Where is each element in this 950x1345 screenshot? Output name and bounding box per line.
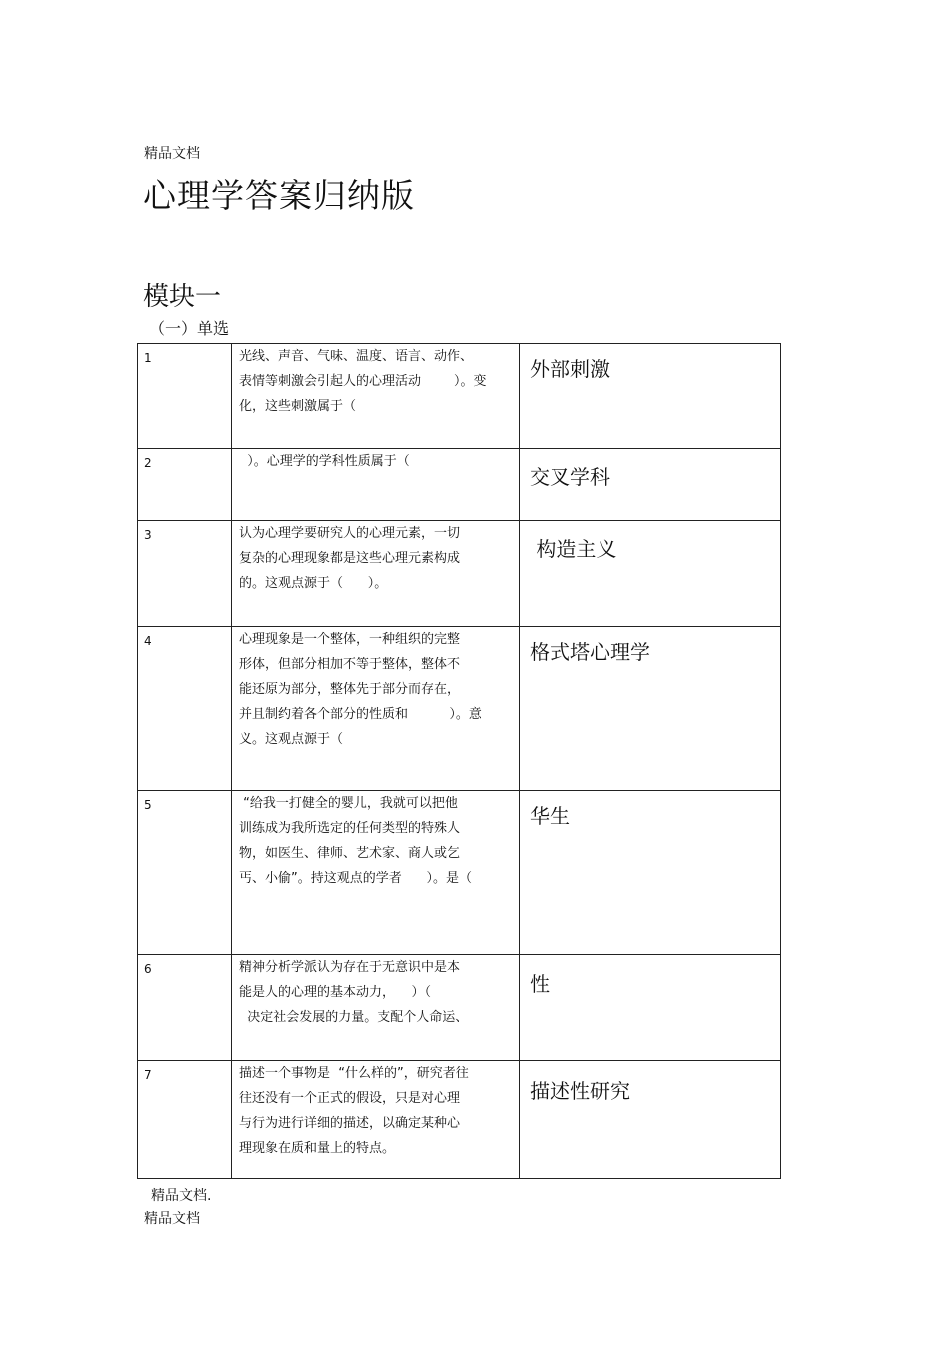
question-text: 心理现象是一个整体，一种组织的完整 形体，但部分相加不等于整体，整体不 能还原为部分，整体先于部分而存在， 并且制约着各个部分的性质和 ）。意 义。这观点源于（ bbox=[239, 632, 482, 747]
answer-cell bbox=[520, 521, 781, 627]
answer-cell bbox=[520, 791, 781, 955]
answer-cell bbox=[520, 449, 781, 521]
question-cell bbox=[232, 791, 520, 955]
qa-table bbox=[137, 343, 781, 1179]
answer-cell bbox=[520, 1061, 781, 1179]
question-text: 认为心理学要研究人的心理元素，一切 复杂的心理现象都是这些心理元素构成 的。这观点源于（ ）。 bbox=[239, 526, 461, 591]
question-text: 描述一个事物是 “什么样的”，研究者往 往还没有一个正式的假设，只是对心理 与行为进行详细的描述，以确定某种心 理现象在质和量上的特点。 bbox=[239, 1066, 469, 1156]
table-row bbox=[138, 955, 781, 1061]
row-number-cell bbox=[138, 449, 232, 521]
page-header-label: 精品文档 bbox=[144, 146, 200, 162]
answer-text: 描述性研究 bbox=[530, 1079, 630, 1103]
row-number-cell bbox=[138, 344, 232, 449]
module-title: 模块一 bbox=[143, 282, 222, 312]
table-row bbox=[138, 344, 781, 449]
table-row bbox=[138, 627, 781, 791]
question-cell bbox=[232, 1061, 520, 1179]
question-cell bbox=[232, 627, 520, 791]
answer-text: 交叉学科 bbox=[530, 465, 610, 489]
page-footer-label: 精品文档. bbox=[151, 1188, 212, 1204]
row-number: 6 bbox=[144, 962, 152, 976]
question-text: “给我一打健全的婴儿，我就可以把他 训练成为我所选定的任何类型的特殊人 物，如医生、律师、艺术家、商人或乞 丐、小偷”。持这观点的学者 ）。是（ bbox=[239, 796, 473, 886]
answer-cell bbox=[520, 955, 781, 1061]
answer-text: 格式塔心理学 bbox=[530, 640, 650, 664]
row-number-cell bbox=[138, 791, 232, 955]
table-row bbox=[138, 791, 781, 955]
section-label: （一）单选 bbox=[149, 319, 230, 338]
answer-text: 华生 bbox=[530, 804, 570, 828]
row-number-cell bbox=[138, 521, 232, 627]
row-number-cell bbox=[138, 955, 232, 1061]
row-number-cell bbox=[138, 1061, 232, 1179]
row-number-cell bbox=[138, 627, 232, 791]
table-row bbox=[138, 449, 781, 521]
answer-text: 外部刺激 bbox=[530, 357, 610, 381]
answer-text: 构造主义 bbox=[530, 537, 617, 561]
table-row bbox=[138, 1061, 781, 1179]
answer-cell bbox=[520, 627, 781, 791]
answer-cell bbox=[520, 344, 781, 449]
question-cell bbox=[232, 521, 520, 627]
next-page-header-label: 精品文档 bbox=[144, 1211, 200, 1227]
table-row bbox=[138, 521, 781, 627]
question-text: 光线、声音、气味、温度、语言、动作、 表情等刺激会引起人的心理活动 ）。变 化，这些刺激属于（ bbox=[239, 349, 487, 414]
row-number: 3 bbox=[144, 528, 152, 542]
row-number: 4 bbox=[144, 634, 152, 648]
question-cell bbox=[232, 344, 520, 449]
row-number: 1 bbox=[144, 351, 152, 365]
question-cell bbox=[232, 955, 520, 1061]
question-text: 精神分析学派认为存在于无意识中是本 能是人的心理的基本动力， ）（ 决定社会发展的力量。支配个人命运、 bbox=[239, 960, 469, 1025]
row-number: 2 bbox=[144, 456, 152, 470]
answer-text: 性 bbox=[530, 972, 550, 996]
row-number: 5 bbox=[144, 798, 152, 812]
row-number: 7 bbox=[144, 1068, 152, 1082]
question-cell bbox=[232, 449, 520, 521]
document-title: 心理学答案归纳版 bbox=[143, 176, 415, 215]
question-text: ）。心理学的学科性质属于（ bbox=[239, 454, 410, 469]
